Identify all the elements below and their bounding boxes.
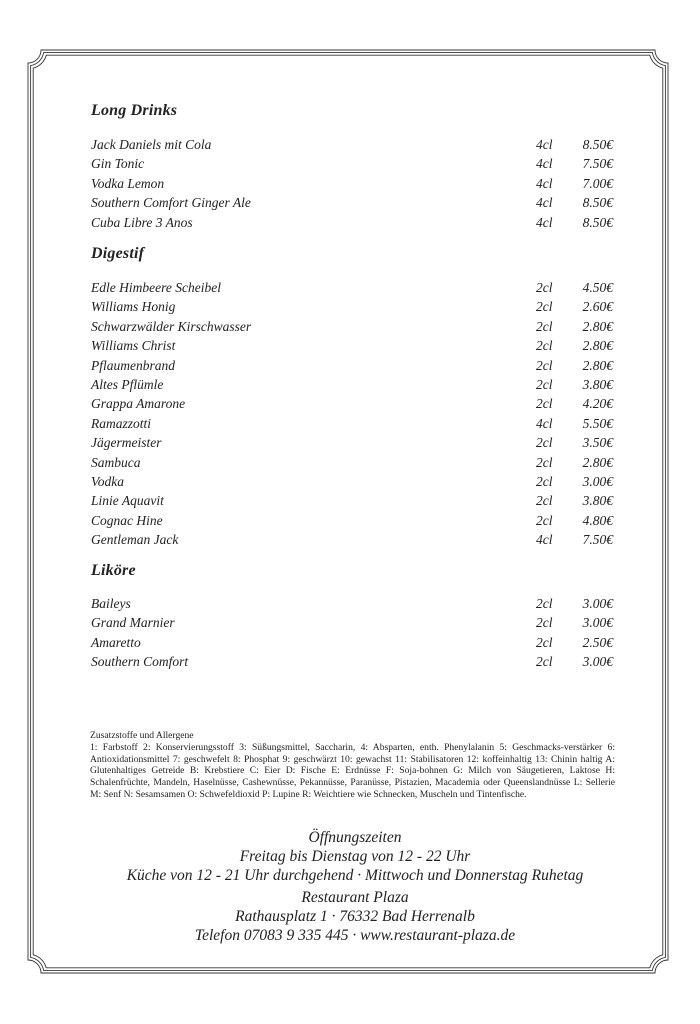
item-size: 2cl bbox=[536, 596, 553, 611]
item-name: Williams Honig bbox=[91, 299, 176, 315]
hours-line-2: Küche von 12 - 21 Uhr durchgehend · Mittwoch und Donnerstag Ruhetag bbox=[126, 867, 584, 884]
item-price: 4.80€ bbox=[582, 512, 613, 528]
restaurant-name: Restaurant Plaza bbox=[301, 889, 409, 906]
item-price: 4.50€ bbox=[582, 280, 613, 295]
item-size: 2cl bbox=[536, 454, 553, 470]
item-price: 8.50€ bbox=[582, 137, 613, 152]
item-size: 2cl bbox=[536, 357, 553, 373]
menu-item bbox=[91, 416, 613, 434]
menu-item bbox=[91, 513, 613, 531]
section-heading: Digestif bbox=[91, 245, 145, 262]
menu-item bbox=[91, 299, 613, 317]
item-price: 2.60€ bbox=[582, 299, 613, 315]
item-price: 3.80€ bbox=[582, 377, 613, 392]
item-size: 2cl bbox=[536, 318, 553, 334]
menu-item bbox=[91, 338, 613, 356]
item-size: 2cl bbox=[536, 338, 553, 354]
item-name: Schwarzwälder Kirschwasser bbox=[91, 318, 252, 334]
item-name: Williams Christ bbox=[91, 338, 176, 354]
item-size: 4cl bbox=[536, 137, 553, 152]
menu-item bbox=[91, 596, 613, 614]
item-size: 2cl bbox=[536, 493, 553, 509]
item-name: Southern Comfort Ginger Ale bbox=[91, 195, 251, 211]
item-price: 2.80€ bbox=[582, 454, 613, 470]
menu-item bbox=[91, 195, 613, 213]
item-size: 2cl bbox=[536, 377, 553, 392]
item-size: 2cl bbox=[536, 615, 553, 631]
menu-item bbox=[91, 358, 613, 376]
item-name: Grand Marnier bbox=[91, 615, 175, 631]
item-price: 2.50€ bbox=[582, 634, 613, 650]
footer bbox=[40, 828, 670, 945]
item-size: 2cl bbox=[536, 634, 553, 650]
item-price: 3.00€ bbox=[582, 654, 613, 670]
restaurant-address: Rathausplatz 1 · 76332 Bad Herrenalb bbox=[235, 908, 475, 925]
item-name: Vodka bbox=[91, 474, 124, 489]
item-name: Gentleman Jack bbox=[91, 532, 179, 548]
item-name: Jack Daniels mit Cola bbox=[91, 137, 212, 152]
section-heading: Long Drinks bbox=[91, 102, 178, 119]
item-size: 2cl bbox=[536, 474, 553, 489]
item-price: 5.50€ bbox=[582, 415, 613, 431]
item-name: Amaretto bbox=[91, 634, 141, 650]
menu-item bbox=[91, 377, 613, 395]
item-name: Edle Himbeere Scheibel bbox=[91, 280, 221, 295]
item-price: 7.50€ bbox=[582, 156, 613, 172]
item-size: 2cl bbox=[536, 299, 553, 315]
item-name: Cuba Libre 3 Anos bbox=[91, 214, 193, 230]
menu-item bbox=[91, 319, 613, 337]
item-name: Gin Tonic bbox=[91, 156, 145, 172]
menu-item bbox=[91, 280, 613, 298]
item-size: 4cl bbox=[536, 415, 553, 431]
item-price: 8.50€ bbox=[582, 214, 613, 230]
item-name: Cognac Hine bbox=[91, 512, 163, 528]
menu-item bbox=[91, 137, 613, 155]
item-name: Altes Pflümle bbox=[91, 377, 164, 392]
menu-item bbox=[91, 396, 613, 414]
menu-item bbox=[91, 474, 613, 492]
item-name: Southern Comfort bbox=[91, 654, 189, 670]
menu-item bbox=[91, 654, 613, 672]
item-name: Jägermeister bbox=[91, 435, 162, 451]
item-price: 3.50€ bbox=[582, 435, 613, 451]
item-size: 2cl bbox=[536, 435, 553, 451]
item-name: Baileys bbox=[91, 596, 131, 611]
restaurant-contact: Telefon 07083 9 335 445 · www.restaurant-plaza.de bbox=[194, 927, 516, 944]
item-name: Ramazzotti bbox=[91, 415, 152, 431]
item-price: 2.80€ bbox=[582, 338, 613, 354]
item-price: 4.20€ bbox=[582, 396, 613, 412]
item-name: Pflaumenbrand bbox=[91, 357, 175, 373]
item-price: 2.80€ bbox=[582, 357, 613, 373]
item-name: Vodka Lemon bbox=[91, 175, 165, 191]
item-size: 4cl bbox=[536, 532, 553, 548]
item-price: 8.50€ bbox=[582, 195, 613, 211]
allergen-title: Zusatzstoffe und Allergene bbox=[90, 730, 194, 741]
item-size: 4cl bbox=[536, 156, 553, 172]
allergen-info bbox=[90, 730, 615, 801]
section-heading: Liköre bbox=[91, 562, 136, 579]
item-size: 4cl bbox=[536, 195, 553, 211]
menu-item bbox=[91, 532, 613, 550]
item-price: 3.00€ bbox=[582, 474, 613, 489]
item-name: Linie Aquavit bbox=[91, 493, 164, 509]
allergen-text: 1: Farbstoff 2: Konservierungsstoff 3: Süßungsmittel, Saccharin, 4: Absparten, enth. Phenylalanin 5: Geschmacks-verstärker 6: Antioxidationsmittel 7: geschwefelt 8: Phosphat 9: geschwärzt 10: gewachst 11: Stabilisatoren 12: koffeinhaltig 13: Chinin haltig A: Glutenhaltiges Getreide B: Krebstiere C: Eier D: Fische E: Erdnüsse F: Soja-bohnen G: Milch von Säugetieren, Laktose H: Schalenfrüchte, Mandeln, Haselnüsse, Cashewnüsse, Pekannüsse, Paranüsse, Pistazien, Macademia oder Queenslandnüsse L: Sellerie M: Senf N: Sesamsamen O: Schwefeldioxid P: Lupine R: Weichtiere wie Schnecken, Muscheln und Tintenfische. bbox=[90, 741, 615, 800]
item-name: Grappa Amarone bbox=[91, 396, 186, 412]
item-size: 2cl bbox=[536, 512, 553, 528]
item-name: Sambuca bbox=[91, 454, 141, 470]
menu-item bbox=[91, 176, 613, 194]
menu-item bbox=[91, 215, 613, 233]
item-price: 2.80€ bbox=[582, 318, 613, 334]
item-size: 2cl bbox=[536, 654, 553, 670]
menu-item bbox=[91, 493, 613, 511]
menu-item bbox=[91, 615, 613, 633]
item-price: 3.00€ bbox=[582, 596, 613, 611]
menu-item bbox=[91, 455, 613, 473]
item-size: 4cl bbox=[536, 175, 553, 191]
menu-item bbox=[91, 156, 613, 174]
item-size: 4cl bbox=[536, 214, 553, 230]
menu-item bbox=[91, 435, 613, 453]
item-price: 7.50€ bbox=[582, 532, 613, 548]
item-size: 2cl bbox=[536, 280, 553, 295]
hours-title: Öffnungszeiten bbox=[308, 829, 402, 846]
item-price: 7.00€ bbox=[582, 175, 613, 191]
item-size: 2cl bbox=[536, 396, 553, 412]
item-price: 3.00€ bbox=[582, 615, 613, 631]
item-price: 3.80€ bbox=[582, 493, 613, 509]
hours-line-1: Freitag bis Dienstag von 12 - 22 Uhr bbox=[239, 848, 471, 865]
menu-item bbox=[91, 635, 613, 653]
